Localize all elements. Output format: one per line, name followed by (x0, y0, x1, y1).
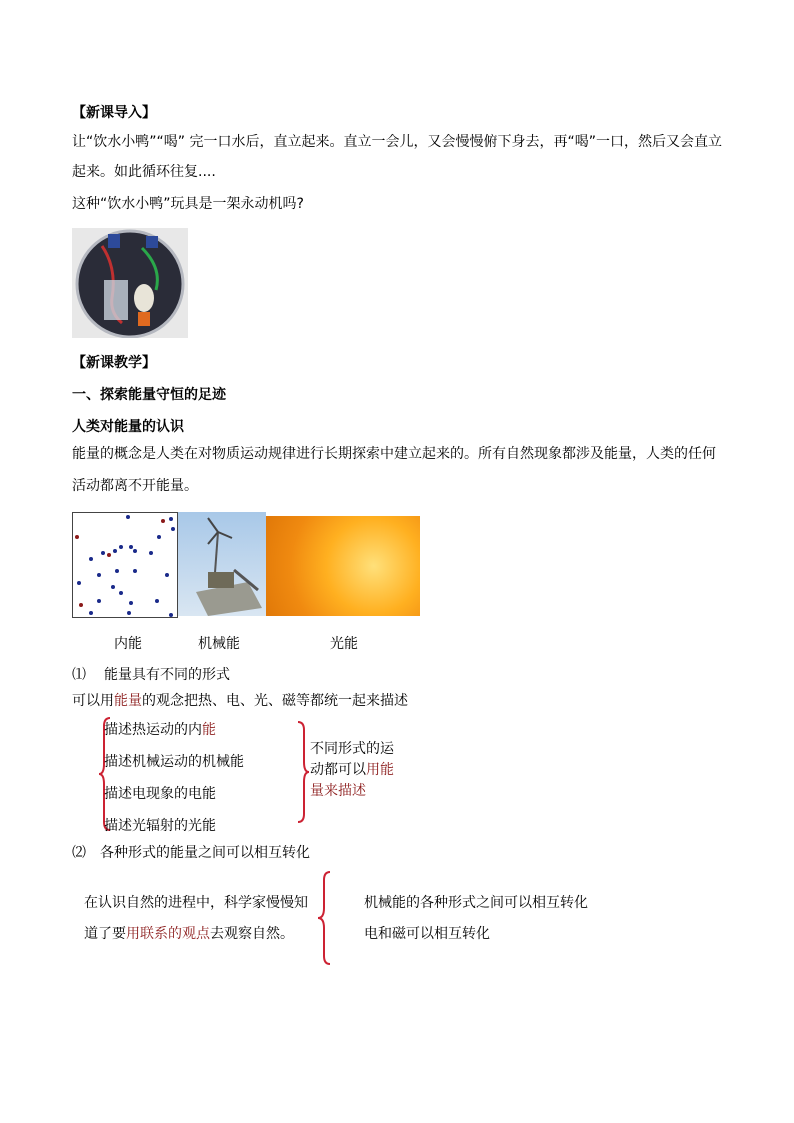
right-brace-icon (296, 720, 310, 824)
caption-light-energy: 光能 (330, 636, 358, 652)
teaching-paragraph-line1: 能量的概念是人类在对物质运动规律进行长期探索中建立起来的。所有自然现象都涉及能量，人类的任何 (72, 446, 716, 462)
point2-right-line2: 电和磁可以相互转化 (364, 926, 490, 942)
internal-energy-image (72, 512, 178, 618)
subsection-title: 人类对能量的认识 (72, 419, 184, 435)
point1-number: ⑴ (72, 667, 86, 683)
item-electric: 描述电现象的电能 (104, 786, 216, 802)
teaching-heading: 【新课教学】 (72, 355, 156, 371)
caption-internal-energy: 内能 (114, 636, 142, 652)
mechanical-energy-image (178, 512, 266, 616)
intro-question: 这种“饮水小鸭”玩具是一架永动机吗? (72, 196, 304, 212)
point2-left-line2: 道了要用联系的观点去观察自然。 (84, 926, 294, 942)
intro-paragraph-line2: 起来。如此循环往复.... (72, 164, 216, 180)
teaching-paragraph-line2: 活动都离不开能量。 (72, 478, 198, 494)
drinking-bird-image (72, 228, 188, 338)
point2-right-line1: 机械能的各种形式之间可以相互转化 (364, 895, 588, 911)
side-note-line3: 量来描述 (310, 783, 366, 799)
side-note-line1: 不同形式的运 (310, 741, 394, 757)
item-thermal: 描述热运动的内能 (104, 722, 216, 738)
point1-title: 能量具有不同的形式 (104, 667, 230, 683)
intro-heading: 【新课导入】 (72, 105, 156, 121)
section-title: 一、探索能量守恒的足迹 (72, 387, 226, 403)
caption-mechanical-energy: 机械能 (198, 636, 240, 652)
point2-title: 各种形式的能量之间可以相互转化 (100, 845, 310, 861)
item-light: 描述光辐射的光能 (104, 818, 216, 834)
point1-statement: 可以用能量的观念把热、电、光、磁等都统一起来描述 (72, 693, 408, 709)
point2-brace-icon (316, 870, 334, 966)
side-note-line2: 动都可以用能 (310, 762, 394, 778)
item-mechanical: 描述机械运动的机械能 (104, 754, 244, 770)
light-energy-sun-image (266, 516, 420, 616)
point2-left-line1: 在认识自然的进程中，科学家慢慢知 (84, 895, 308, 911)
intro-paragraph-line1: 让“饮水小鸭”“喝” 完一口水后，直立起来。直立一会儿，又会慢慢俯下身去，再“喝”一口，然后又会直立 (72, 134, 722, 150)
point2-number: ⑵ (72, 845, 86, 861)
